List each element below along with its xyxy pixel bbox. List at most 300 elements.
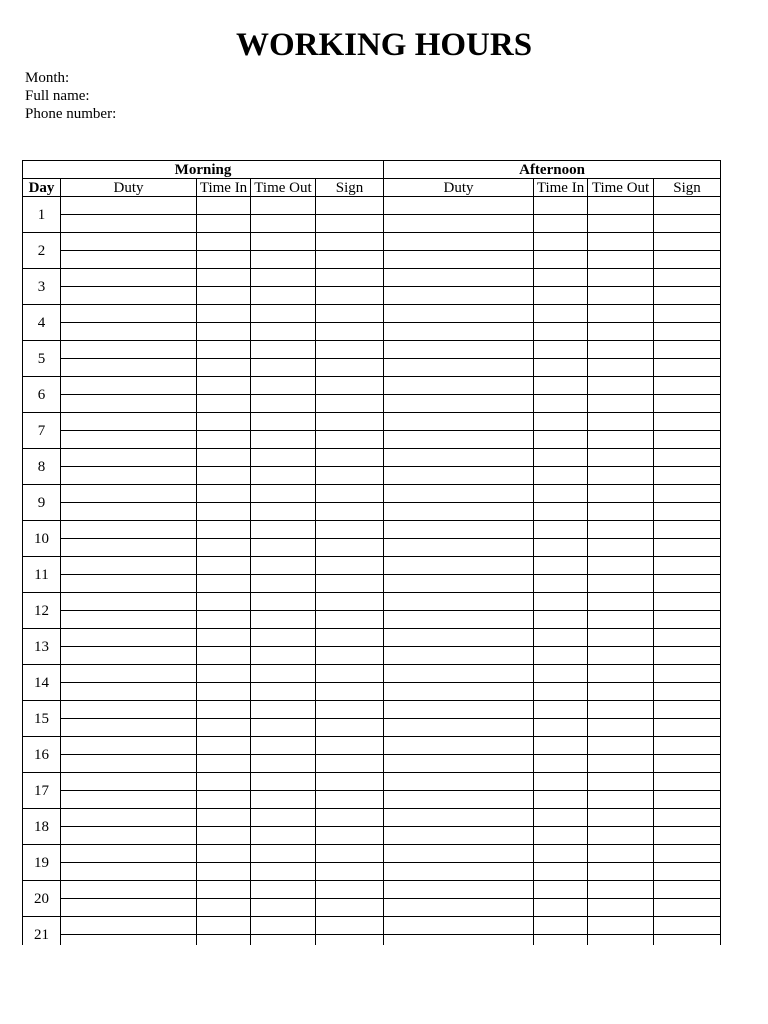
morning-sign-cell[interactable] xyxy=(316,359,384,377)
afternoon-time-in-cell[interactable] xyxy=(534,197,588,215)
morning-time-out-cell[interactable] xyxy=(251,665,316,683)
morning-sign-cell[interactable] xyxy=(316,467,384,485)
morning-time-out-cell[interactable] xyxy=(251,647,316,665)
afternoon-time-in-cell[interactable] xyxy=(534,629,588,647)
morning-sign-cell[interactable] xyxy=(316,629,384,647)
morning-time-in-cell[interactable] xyxy=(197,377,251,395)
morning-time-out-cell[interactable] xyxy=(251,485,316,503)
afternoon-time-in-cell[interactable] xyxy=(534,593,588,611)
afternoon-time-in-cell[interactable] xyxy=(534,503,588,521)
morning-time-out-cell[interactable] xyxy=(251,863,316,881)
morning-time-in-cell[interactable] xyxy=(197,197,251,215)
morning-time-out-cell[interactable] xyxy=(251,431,316,449)
afternoon-duty-cell[interactable] xyxy=(384,737,534,755)
morning-sign-cell[interactable] xyxy=(316,323,384,341)
morning-sign-cell[interactable] xyxy=(316,683,384,701)
afternoon-duty-cell[interactable] xyxy=(384,359,534,377)
afternoon-sign-cell[interactable] xyxy=(654,341,721,359)
afternoon-time-in-cell[interactable] xyxy=(534,611,588,629)
afternoon-time-out-cell[interactable] xyxy=(588,863,654,881)
morning-sign-cell[interactable] xyxy=(316,917,384,935)
morning-time-out-cell[interactable] xyxy=(251,521,316,539)
morning-time-in-cell[interactable] xyxy=(197,863,251,881)
morning-time-out-cell[interactable] xyxy=(251,719,316,737)
morning-sign-cell[interactable] xyxy=(316,485,384,503)
morning-sign-cell[interactable] xyxy=(316,737,384,755)
afternoon-sign-cell[interactable] xyxy=(654,791,721,809)
afternoon-sign-cell[interactable] xyxy=(654,269,721,287)
afternoon-time-in-cell[interactable] xyxy=(534,413,588,431)
morning-duty-cell[interactable] xyxy=(61,755,197,773)
morning-sign-cell[interactable] xyxy=(316,575,384,593)
morning-sign-cell[interactable] xyxy=(316,755,384,773)
afternoon-time-out-cell[interactable] xyxy=(588,899,654,917)
morning-time-in-cell[interactable] xyxy=(197,431,251,449)
afternoon-sign-cell[interactable] xyxy=(654,629,721,647)
afternoon-duty-cell[interactable] xyxy=(384,899,534,917)
morning-time-out-cell[interactable] xyxy=(251,269,316,287)
morning-time-out-cell[interactable] xyxy=(251,305,316,323)
morning-time-out-cell[interactable] xyxy=(251,539,316,557)
afternoon-sign-cell[interactable] xyxy=(654,359,721,377)
afternoon-sign-cell[interactable] xyxy=(654,881,721,899)
afternoon-time-out-cell[interactable] xyxy=(588,269,654,287)
afternoon-time-out-cell[interactable] xyxy=(588,431,654,449)
morning-time-out-cell[interactable] xyxy=(251,827,316,845)
morning-time-out-cell[interactable] xyxy=(251,899,316,917)
morning-duty-cell[interactable] xyxy=(61,917,197,935)
morning-sign-cell[interactable] xyxy=(316,719,384,737)
afternoon-time-in-cell[interactable] xyxy=(534,557,588,575)
afternoon-time-out-cell[interactable] xyxy=(588,503,654,521)
morning-sign-cell[interactable] xyxy=(316,863,384,881)
afternoon-duty-cell[interactable] xyxy=(384,377,534,395)
morning-duty-cell[interactable] xyxy=(61,701,197,719)
afternoon-time-in-cell[interactable] xyxy=(534,251,588,269)
afternoon-sign-cell[interactable] xyxy=(654,215,721,233)
afternoon-time-out-cell[interactable] xyxy=(588,917,654,935)
morning-time-in-cell[interactable] xyxy=(197,683,251,701)
afternoon-time-out-cell[interactable] xyxy=(588,395,654,413)
morning-sign-cell[interactable] xyxy=(316,269,384,287)
morning-time-in-cell[interactable] xyxy=(197,359,251,377)
afternoon-time-out-cell[interactable] xyxy=(588,539,654,557)
afternoon-time-out-cell[interactable] xyxy=(588,323,654,341)
afternoon-sign-cell[interactable] xyxy=(654,809,721,827)
morning-sign-cell[interactable] xyxy=(316,665,384,683)
morning-duty-cell[interactable] xyxy=(61,881,197,899)
morning-duty-cell[interactable] xyxy=(61,773,197,791)
morning-sign-cell[interactable] xyxy=(316,539,384,557)
afternoon-time-out-cell[interactable] xyxy=(588,215,654,233)
morning-time-in-cell[interactable] xyxy=(197,737,251,755)
morning-time-out-cell[interactable] xyxy=(251,755,316,773)
morning-time-in-cell[interactable] xyxy=(197,467,251,485)
afternoon-sign-cell[interactable] xyxy=(654,611,721,629)
afternoon-time-out-cell[interactable] xyxy=(588,449,654,467)
morning-time-out-cell[interactable] xyxy=(251,701,316,719)
afternoon-duty-cell[interactable] xyxy=(384,629,534,647)
morning-sign-cell[interactable] xyxy=(316,845,384,863)
afternoon-sign-cell[interactable] xyxy=(654,737,721,755)
afternoon-duty-cell[interactable] xyxy=(384,935,534,946)
afternoon-time-out-cell[interactable] xyxy=(588,737,654,755)
morning-duty-cell[interactable] xyxy=(61,935,197,946)
morning-sign-cell[interactable] xyxy=(316,197,384,215)
afternoon-time-out-cell[interactable] xyxy=(588,791,654,809)
afternoon-sign-cell[interactable] xyxy=(654,197,721,215)
morning-sign-cell[interactable] xyxy=(316,395,384,413)
afternoon-sign-cell[interactable] xyxy=(654,539,721,557)
afternoon-sign-cell[interactable] xyxy=(654,755,721,773)
morning-time-in-cell[interactable] xyxy=(197,341,251,359)
morning-time-out-cell[interactable] xyxy=(251,413,316,431)
morning-time-out-cell[interactable] xyxy=(251,575,316,593)
morning-duty-cell[interactable] xyxy=(61,413,197,431)
morning-time-in-cell[interactable] xyxy=(197,809,251,827)
morning-time-in-cell[interactable] xyxy=(197,449,251,467)
morning-duty-cell[interactable] xyxy=(61,395,197,413)
morning-time-out-cell[interactable] xyxy=(251,341,316,359)
afternoon-time-out-cell[interactable] xyxy=(588,881,654,899)
afternoon-time-in-cell[interactable] xyxy=(534,287,588,305)
afternoon-sign-cell[interactable] xyxy=(654,701,721,719)
morning-sign-cell[interactable] xyxy=(316,233,384,251)
afternoon-time-out-cell[interactable] xyxy=(588,593,654,611)
morning-time-in-cell[interactable] xyxy=(197,899,251,917)
morning-duty-cell[interactable] xyxy=(61,575,197,593)
afternoon-time-in-cell[interactable] xyxy=(534,701,588,719)
morning-duty-cell[interactable] xyxy=(61,557,197,575)
afternoon-time-out-cell[interactable] xyxy=(588,197,654,215)
morning-time-in-cell[interactable] xyxy=(197,503,251,521)
afternoon-duty-cell[interactable] xyxy=(384,791,534,809)
afternoon-time-out-cell[interactable] xyxy=(588,647,654,665)
morning-duty-cell[interactable] xyxy=(61,719,197,737)
afternoon-time-in-cell[interactable] xyxy=(534,809,588,827)
morning-duty-cell[interactable] xyxy=(61,377,197,395)
morning-duty-cell[interactable] xyxy=(61,323,197,341)
morning-time-out-cell[interactable] xyxy=(251,917,316,935)
afternoon-duty-cell[interactable] xyxy=(384,647,534,665)
morning-duty-cell[interactable] xyxy=(61,467,197,485)
afternoon-time-in-cell[interactable] xyxy=(534,845,588,863)
afternoon-duty-cell[interactable] xyxy=(384,575,534,593)
morning-time-out-cell[interactable] xyxy=(251,845,316,863)
afternoon-time-in-cell[interactable] xyxy=(534,467,588,485)
morning-time-in-cell[interactable] xyxy=(197,629,251,647)
afternoon-duty-cell[interactable] xyxy=(384,215,534,233)
morning-time-in-cell[interactable] xyxy=(197,611,251,629)
afternoon-time-out-cell[interactable] xyxy=(588,557,654,575)
afternoon-time-in-cell[interactable] xyxy=(534,863,588,881)
afternoon-time-out-cell[interactable] xyxy=(588,827,654,845)
morning-duty-cell[interactable] xyxy=(61,737,197,755)
morning-time-in-cell[interactable] xyxy=(197,791,251,809)
afternoon-time-in-cell[interactable] xyxy=(534,233,588,251)
morning-sign-cell[interactable] xyxy=(316,287,384,305)
morning-time-out-cell[interactable] xyxy=(251,377,316,395)
afternoon-time-in-cell[interactable] xyxy=(534,269,588,287)
morning-time-out-cell[interactable] xyxy=(251,395,316,413)
afternoon-sign-cell[interactable] xyxy=(654,251,721,269)
morning-time-in-cell[interactable] xyxy=(197,251,251,269)
morning-duty-cell[interactable] xyxy=(61,863,197,881)
afternoon-duty-cell[interactable] xyxy=(384,557,534,575)
morning-time-in-cell[interactable] xyxy=(197,395,251,413)
afternoon-duty-cell[interactable] xyxy=(384,467,534,485)
afternoon-duty-cell[interactable] xyxy=(384,251,534,269)
afternoon-time-out-cell[interactable] xyxy=(588,845,654,863)
afternoon-time-out-cell[interactable] xyxy=(588,233,654,251)
afternoon-duty-cell[interactable] xyxy=(384,665,534,683)
afternoon-time-in-cell[interactable] xyxy=(534,917,588,935)
morning-sign-cell[interactable] xyxy=(316,215,384,233)
afternoon-time-out-cell[interactable] xyxy=(588,719,654,737)
morning-duty-cell[interactable] xyxy=(61,269,197,287)
morning-duty-cell[interactable] xyxy=(61,629,197,647)
afternoon-time-out-cell[interactable] xyxy=(588,377,654,395)
afternoon-duty-cell[interactable] xyxy=(384,305,534,323)
afternoon-time-in-cell[interactable] xyxy=(534,377,588,395)
morning-duty-cell[interactable] xyxy=(61,341,197,359)
morning-duty-cell[interactable] xyxy=(61,827,197,845)
afternoon-time-in-cell[interactable] xyxy=(534,323,588,341)
afternoon-time-out-cell[interactable] xyxy=(588,629,654,647)
afternoon-sign-cell[interactable] xyxy=(654,935,721,946)
afternoon-time-in-cell[interactable] xyxy=(534,359,588,377)
morning-time-out-cell[interactable] xyxy=(251,467,316,485)
afternoon-sign-cell[interactable] xyxy=(654,899,721,917)
morning-sign-cell[interactable] xyxy=(316,251,384,269)
morning-duty-cell[interactable] xyxy=(61,305,197,323)
morning-time-in-cell[interactable] xyxy=(197,827,251,845)
morning-duty-cell[interactable] xyxy=(61,251,197,269)
afternoon-duty-cell[interactable] xyxy=(384,863,534,881)
afternoon-time-in-cell[interactable] xyxy=(534,341,588,359)
morning-duty-cell[interactable] xyxy=(61,359,197,377)
morning-time-out-cell[interactable] xyxy=(251,215,316,233)
afternoon-duty-cell[interactable] xyxy=(384,413,534,431)
afternoon-duty-cell[interactable] xyxy=(384,917,534,935)
morning-sign-cell[interactable] xyxy=(316,521,384,539)
afternoon-time-out-cell[interactable] xyxy=(588,683,654,701)
morning-duty-cell[interactable] xyxy=(61,683,197,701)
afternoon-time-in-cell[interactable] xyxy=(534,305,588,323)
afternoon-time-in-cell[interactable] xyxy=(534,647,588,665)
afternoon-duty-cell[interactable] xyxy=(384,593,534,611)
morning-time-in-cell[interactable] xyxy=(197,701,251,719)
afternoon-time-in-cell[interactable] xyxy=(534,665,588,683)
morning-time-out-cell[interactable] xyxy=(251,197,316,215)
afternoon-time-out-cell[interactable] xyxy=(588,665,654,683)
afternoon-duty-cell[interactable] xyxy=(384,539,534,557)
morning-sign-cell[interactable] xyxy=(316,647,384,665)
afternoon-time-out-cell[interactable] xyxy=(588,755,654,773)
afternoon-duty-cell[interactable] xyxy=(384,521,534,539)
morning-time-in-cell[interactable] xyxy=(197,539,251,557)
afternoon-sign-cell[interactable] xyxy=(654,449,721,467)
morning-time-out-cell[interactable] xyxy=(251,683,316,701)
afternoon-sign-cell[interactable] xyxy=(654,485,721,503)
morning-time-in-cell[interactable] xyxy=(197,665,251,683)
morning-sign-cell[interactable] xyxy=(316,773,384,791)
afternoon-duty-cell[interactable] xyxy=(384,719,534,737)
afternoon-time-out-cell[interactable] xyxy=(588,521,654,539)
afternoon-time-in-cell[interactable] xyxy=(534,737,588,755)
afternoon-duty-cell[interactable] xyxy=(384,827,534,845)
afternoon-sign-cell[interactable] xyxy=(654,503,721,521)
afternoon-sign-cell[interactable] xyxy=(654,773,721,791)
morning-sign-cell[interactable] xyxy=(316,809,384,827)
morning-sign-cell[interactable] xyxy=(316,341,384,359)
morning-time-in-cell[interactable] xyxy=(197,521,251,539)
afternoon-duty-cell[interactable] xyxy=(384,701,534,719)
afternoon-duty-cell[interactable] xyxy=(384,845,534,863)
afternoon-time-out-cell[interactable] xyxy=(588,287,654,305)
morning-duty-cell[interactable] xyxy=(61,611,197,629)
afternoon-sign-cell[interactable] xyxy=(654,431,721,449)
morning-duty-cell[interactable] xyxy=(61,845,197,863)
afternoon-time-in-cell[interactable] xyxy=(534,575,588,593)
afternoon-sign-cell[interactable] xyxy=(654,647,721,665)
morning-sign-cell[interactable] xyxy=(316,791,384,809)
afternoon-duty-cell[interactable] xyxy=(384,269,534,287)
morning-sign-cell[interactable] xyxy=(316,305,384,323)
morning-time-out-cell[interactable] xyxy=(251,233,316,251)
afternoon-duty-cell[interactable] xyxy=(384,341,534,359)
afternoon-time-in-cell[interactable] xyxy=(534,881,588,899)
afternoon-time-in-cell[interactable] xyxy=(534,539,588,557)
afternoon-time-in-cell[interactable] xyxy=(534,719,588,737)
afternoon-sign-cell[interactable] xyxy=(654,575,721,593)
morning-time-out-cell[interactable] xyxy=(251,629,316,647)
afternoon-time-out-cell[interactable] xyxy=(588,773,654,791)
morning-sign-cell[interactable] xyxy=(316,827,384,845)
morning-duty-cell[interactable] xyxy=(61,593,197,611)
morning-duty-cell[interactable] xyxy=(61,665,197,683)
afternoon-duty-cell[interactable] xyxy=(384,395,534,413)
afternoon-sign-cell[interactable] xyxy=(654,917,721,935)
morning-time-out-cell[interactable] xyxy=(251,881,316,899)
morning-sign-cell[interactable] xyxy=(316,701,384,719)
morning-sign-cell[interactable] xyxy=(316,503,384,521)
morning-time-in-cell[interactable] xyxy=(197,485,251,503)
afternoon-time-out-cell[interactable] xyxy=(588,575,654,593)
morning-sign-cell[interactable] xyxy=(316,413,384,431)
morning-time-out-cell[interactable] xyxy=(251,323,316,341)
morning-time-in-cell[interactable] xyxy=(197,917,251,935)
afternoon-duty-cell[interactable] xyxy=(384,197,534,215)
morning-duty-cell[interactable] xyxy=(61,485,197,503)
afternoon-duty-cell[interactable] xyxy=(384,611,534,629)
afternoon-sign-cell[interactable] xyxy=(654,557,721,575)
morning-duty-cell[interactable] xyxy=(61,539,197,557)
afternoon-sign-cell[interactable] xyxy=(654,305,721,323)
morning-duty-cell[interactable] xyxy=(61,647,197,665)
morning-sign-cell[interactable] xyxy=(316,611,384,629)
morning-duty-cell[interactable] xyxy=(61,197,197,215)
morning-duty-cell[interactable] xyxy=(61,899,197,917)
afternoon-duty-cell[interactable] xyxy=(384,449,534,467)
afternoon-sign-cell[interactable] xyxy=(654,719,721,737)
afternoon-sign-cell[interactable] xyxy=(654,467,721,485)
morning-time-in-cell[interactable] xyxy=(197,647,251,665)
morning-time-in-cell[interactable] xyxy=(197,305,251,323)
afternoon-time-in-cell[interactable] xyxy=(534,899,588,917)
afternoon-duty-cell[interactable] xyxy=(384,323,534,341)
afternoon-time-in-cell[interactable] xyxy=(534,755,588,773)
afternoon-duty-cell[interactable] xyxy=(384,485,534,503)
morning-time-in-cell[interactable] xyxy=(197,593,251,611)
morning-sign-cell[interactable] xyxy=(316,557,384,575)
morning-time-in-cell[interactable] xyxy=(197,935,251,946)
morning-time-out-cell[interactable] xyxy=(251,557,316,575)
morning-time-in-cell[interactable] xyxy=(197,575,251,593)
morning-duty-cell[interactable] xyxy=(61,233,197,251)
afternoon-time-out-cell[interactable] xyxy=(588,611,654,629)
afternoon-time-in-cell[interactable] xyxy=(534,449,588,467)
afternoon-time-in-cell[interactable] xyxy=(534,485,588,503)
morning-time-out-cell[interactable] xyxy=(251,287,316,305)
morning-time-in-cell[interactable] xyxy=(197,773,251,791)
afternoon-sign-cell[interactable] xyxy=(654,863,721,881)
afternoon-time-in-cell[interactable] xyxy=(534,773,588,791)
morning-time-in-cell[interactable] xyxy=(197,269,251,287)
afternoon-time-out-cell[interactable] xyxy=(588,413,654,431)
morning-time-in-cell[interactable] xyxy=(197,287,251,305)
morning-duty-cell[interactable] xyxy=(61,521,197,539)
afternoon-duty-cell[interactable] xyxy=(384,881,534,899)
morning-sign-cell[interactable] xyxy=(316,449,384,467)
afternoon-duty-cell[interactable] xyxy=(384,233,534,251)
morning-time-out-cell[interactable] xyxy=(251,503,316,521)
morning-duty-cell[interactable] xyxy=(61,503,197,521)
afternoon-sign-cell[interactable] xyxy=(654,665,721,683)
morning-duty-cell[interactable] xyxy=(61,449,197,467)
afternoon-duty-cell[interactable] xyxy=(384,503,534,521)
afternoon-sign-cell[interactable] xyxy=(654,683,721,701)
morning-sign-cell[interactable] xyxy=(316,935,384,946)
morning-time-in-cell[interactable] xyxy=(197,881,251,899)
morning-duty-cell[interactable] xyxy=(61,809,197,827)
afternoon-sign-cell[interactable] xyxy=(654,845,721,863)
afternoon-time-in-cell[interactable] xyxy=(534,827,588,845)
morning-time-in-cell[interactable] xyxy=(197,215,251,233)
morning-sign-cell[interactable] xyxy=(316,899,384,917)
afternoon-sign-cell[interactable] xyxy=(654,377,721,395)
morning-duty-cell[interactable] xyxy=(61,287,197,305)
afternoon-duty-cell[interactable] xyxy=(384,773,534,791)
afternoon-time-in-cell[interactable] xyxy=(534,683,588,701)
morning-time-out-cell[interactable] xyxy=(251,449,316,467)
morning-time-out-cell[interactable] xyxy=(251,611,316,629)
afternoon-duty-cell[interactable] xyxy=(384,755,534,773)
afternoon-time-in-cell[interactable] xyxy=(534,521,588,539)
afternoon-duty-cell[interactable] xyxy=(384,683,534,701)
afternoon-sign-cell[interactable] xyxy=(654,233,721,251)
morning-duty-cell[interactable] xyxy=(61,791,197,809)
morning-time-out-cell[interactable] xyxy=(251,737,316,755)
afternoon-sign-cell[interactable] xyxy=(654,323,721,341)
afternoon-time-out-cell[interactable] xyxy=(588,809,654,827)
afternoon-time-out-cell[interactable] xyxy=(588,701,654,719)
afternoon-duty-cell[interactable] xyxy=(384,287,534,305)
morning-time-in-cell[interactable] xyxy=(197,719,251,737)
morning-sign-cell[interactable] xyxy=(316,377,384,395)
morning-time-in-cell[interactable] xyxy=(197,413,251,431)
morning-time-out-cell[interactable] xyxy=(251,359,316,377)
